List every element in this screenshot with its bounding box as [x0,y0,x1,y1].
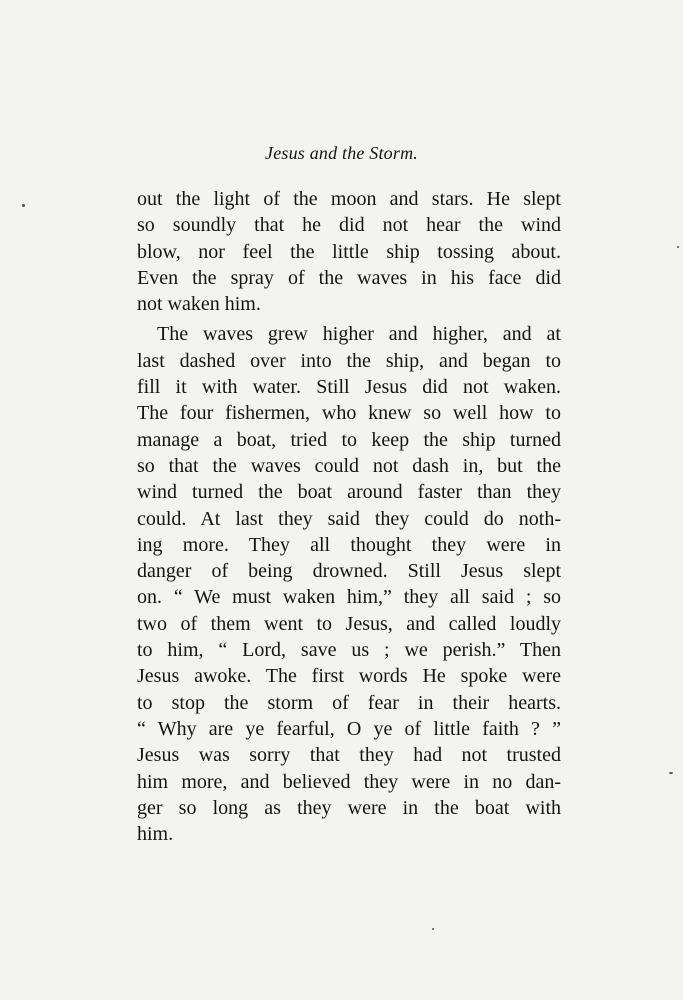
body-text [137,186,561,847]
text-line: Jesus was sorry that they had not trusted [137,744,561,767]
running-head: Jesus and the Storm. [265,143,418,163]
text-line: could. At last they said they could do noth- [137,507,561,530]
text-line: two of them went to Jesus, and called loudly [137,612,561,635]
text-line: on. “ We must waken him,” they all said ; so [137,586,561,609]
paper-speck [669,772,673,774]
paper-speck [432,928,434,930]
text-line: not waken him. [137,293,261,316]
text-line: fill it with water. Still Jesus did not waken. [137,376,561,399]
text-line: so soundly that he did not hear the wind [137,214,561,237]
text-line: wind turned the boat around faster than they [137,481,561,504]
text-line: The four fishermen, who knew so well how to [137,402,561,425]
paragraph-2 [137,321,561,847]
text-line: ing more. They all thought they were in [137,533,561,556]
text-line: manage a boat, tried to keep the ship turned [137,428,561,451]
text-line: The waves grew higher and higher, and at [157,323,561,346]
paragraph-1 [137,186,561,317]
text-line: Even the spray of the waves in his face did [137,266,561,289]
text-line: blow, nor feel the little ship tossing about. [137,240,561,263]
paper-speck [677,246,679,248]
text-line: danger of being drowned. Still Jesus slept [137,560,561,583]
text-line: out the light of the moon and stars. He slept [137,188,561,210]
text-line: ger so long as they were in the boat with [137,796,561,819]
text-line: Jesus awoke. The first words He spoke were [137,665,561,688]
text-line: to stop the storm of fear in their hearts. [137,691,561,714]
text-line: so that the waves could not dash in, but the [137,454,561,477]
text-line: “ Why are ye fearful, O ye of little faith ? ” [137,717,561,740]
text-line: last dashed over into the ship, and began to [137,349,561,372]
text-line: him more, and believed they were in no dan- [137,770,561,793]
paper-speck [22,204,25,207]
text-line: him. [137,823,174,846]
text-line: to him, “ Lord, save us ; we perish.” Then [137,639,561,662]
